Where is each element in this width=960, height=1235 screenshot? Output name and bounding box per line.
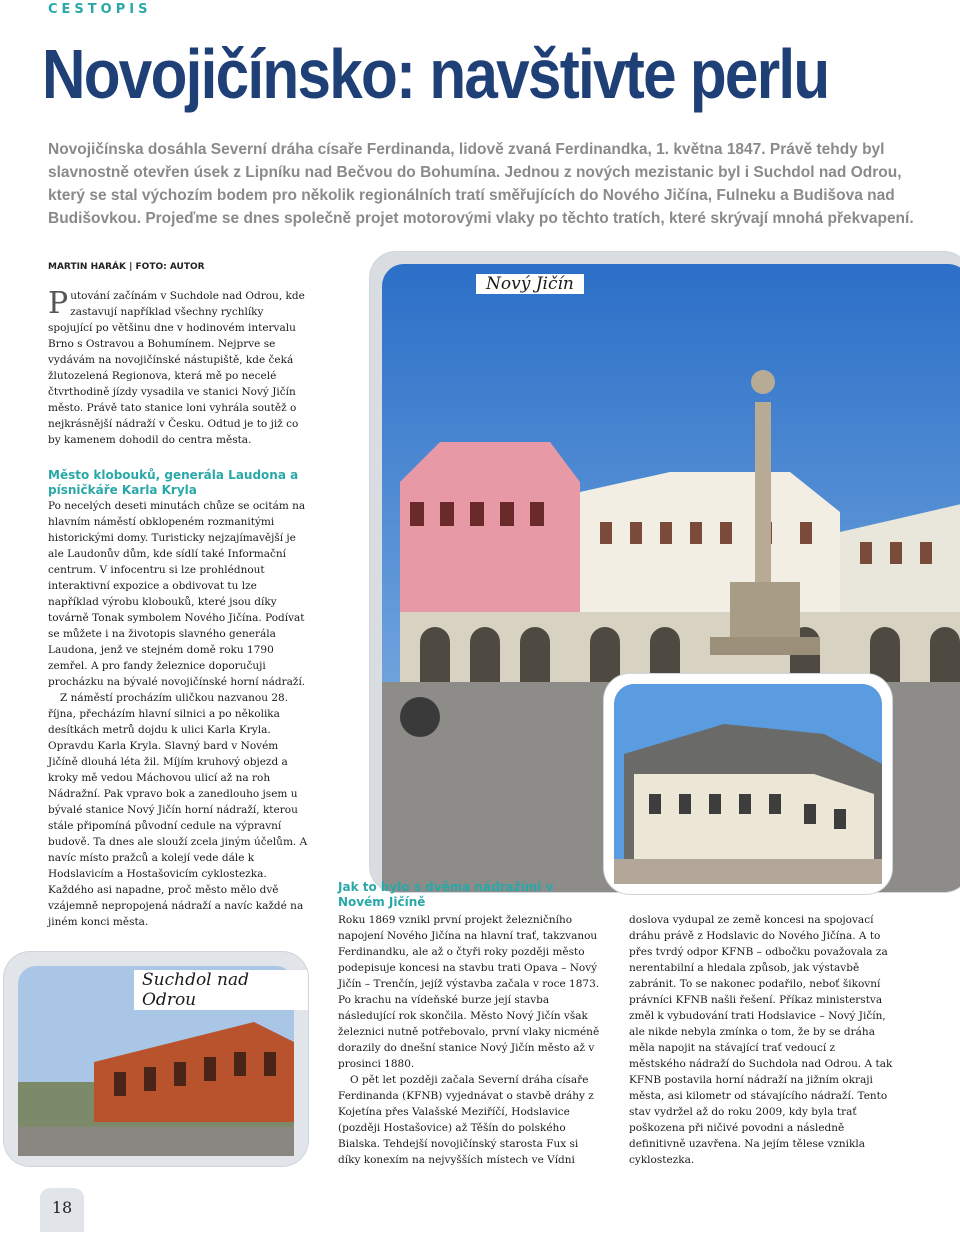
article-column-left xyxy=(48,288,310,930)
section2-heading: Jak to bylo s dvěma nádražími v Novém Jičíně xyxy=(338,880,554,909)
section1-paragraph-2: Z náměstí procházím uličkou nazvanou 28. října, přecházím hlavní silnici a po několika desítkách metrů dojdu k ulici Karla Kryla. Opravdu Karla Kryla. Slavný bard v Novém Jičíně dlouhá léta žil. Míjím kruhový objezd a kroky mě vedou Máchovou ulicí až na roh Nádražní. Pak vpravo bok a zanedlouho jsem u bývalé stanice Nový Jičín horní nádraží, kterou stále připomíná původní cedule na výpravní budově. Ta dnes ale slouží zcela jiným účelům. A navíc místo pražců a kolejí vede dále k Hodslavicím a Hostašovicím cyklostezka. Každého asi napadne, proč město mělo dvě vzájemně nepropojená nádraží a navíc každé na jiném konci města. xyxy=(48,692,308,928)
page-title: Novojičínsko: navštivte perlu xyxy=(42,35,829,113)
suchdol-photo-frame xyxy=(4,952,308,1166)
article-column-middle xyxy=(338,880,602,910)
section-label: CESTOPIS xyxy=(48,2,152,17)
station-photo xyxy=(604,674,892,894)
drop-cap: P xyxy=(48,286,69,321)
lead-paragraph: Novojičínska dosáhla Severní dráha císaře Ferdinanda, lidově zvaná Ferdinandka, 1. května 1847. Právě tehdy byl slavnostně otevřen úsek z Lipníku nad Bečvou do Bohumína. Jednou z nových mezistanic byl i Suchdol nad Odrou, který se stal výchozím bodem pro několik regionálních tratí směřujících do Nového Jičína, Fulneku a Budišova nad Budišovkou. Projeďme se dnes společně projet motorovými vlaky po těchto tratích, které skrývají mnohá překvapení. xyxy=(48,141,914,227)
intro-text: utování začínám v Suchdole nad Odrou, kde zastavují například všechny rychlíky spojující po většinu dne v hodinovém intervalu Brno s Ostravou a Bohumínem. Nejprve se vydávám na novojičínské nástupiště, kde čeká žlutozelená Regionova, která mě po necelé čtvrthodině jízdy vysadila ve stanici Nový Jičín město. Právě tato stanice loni vyhrála soutěž o nejkrásnější nádraží v Česku. Odtud je to již co by kamenem dohodil do centra města. xyxy=(48,290,305,446)
suchdol-photo-caption: Suchdol nad Odrou xyxy=(134,970,308,1010)
section1-paragraph-1: Po necelých deseti minutách chůze se ocitám na hlavním náměstí obklopeném rozmanitými historickými domy. Turisticky nejzajímavější je ale Laudonův dům, kde sídlí také Informační centrum. V infocentru si lze prohlédnout interaktivní expozice a obdivovat tu lze například výrobu klobouků, které jsou díky továrně Tonak symbolem Nového Jičína. Podívat se můžete i na životopis slavného generála Laudona, jenž ve stejném domě roku 1790 zemřel. A pro fandy železnice doporučuji procházku na bývalé novojičínské horní nádraží. xyxy=(48,500,306,688)
station-photo-frame xyxy=(604,674,892,894)
section1-heading: Město klobouků, generála Laudona a písničkáře Karla Kryla xyxy=(48,468,299,497)
section2-body xyxy=(338,912,894,1172)
page-number: 18 xyxy=(40,1188,84,1232)
byline: MARTIN HARÁK | FOTO: AUTOR xyxy=(48,262,205,272)
section2-paragraph-2: O pět let později začala Severní dráha císaře Ferdinanda (KFNB) vyjednávat o stavbě dráhy z Kojetína přes Valašské Meziříčí, Hodslavice (později Hostašovice) až Těšín do polského Bialska. Tehdejší novojičínský starosta Fux si díky konexím na nejvyšších místech ve Vídni doslova vydupal ze země koncesi na spojovací dráhu právě z Hodslavic do Nového Jičína. A to přes tvrdý odpor KFNB – odbočku považovala za nerentabilní a hledala způsob, jak výstavbě zabránit. To se nakonec podařilo, neboť šikovní právníci KFNB našli řešení. Příkaz ministerstva změl k vybudování trati Hodslavice – Nový Jičín, ale nikde nebyla zmínka o tom, že by se dráha měla napojit na stávající trať vedoucí z městského nádraží do Suchdola nad Odrou. A tak KFNB postavila horní nádraží na jižním okraji města, asi kilometr od stávajícího nádraží. Tento stav vydržel až do roku 2009, kdy byla trať poškozena při ničivé povodni a následně definitivně uzavřena. Na jejím tělese vznikla cyklostezka. xyxy=(338,914,893,1166)
main-photo-caption: Nový Jičín xyxy=(476,274,584,294)
section2-paragraph-1: Roku 1869 vznikl první projekt železničního napojení Nového Jičína na hlavní trať, takzvanou Ferdinandku, ale až o čtyři roky později město podepisuje koncesi na stavbu trati Opava – Nový Jičín – Trenčín, jejíž výstavba začala v roce 1873. Po krachu na vídeňské burze její stavba následující rok skončila. Město Nový Jičín však železnici nutně potřebovalo, první vlaky nicméně dorazily do dnešní stanice Nový Jičín město až v prosinci 1880. xyxy=(338,914,600,1070)
intro-paragraph xyxy=(48,288,310,448)
